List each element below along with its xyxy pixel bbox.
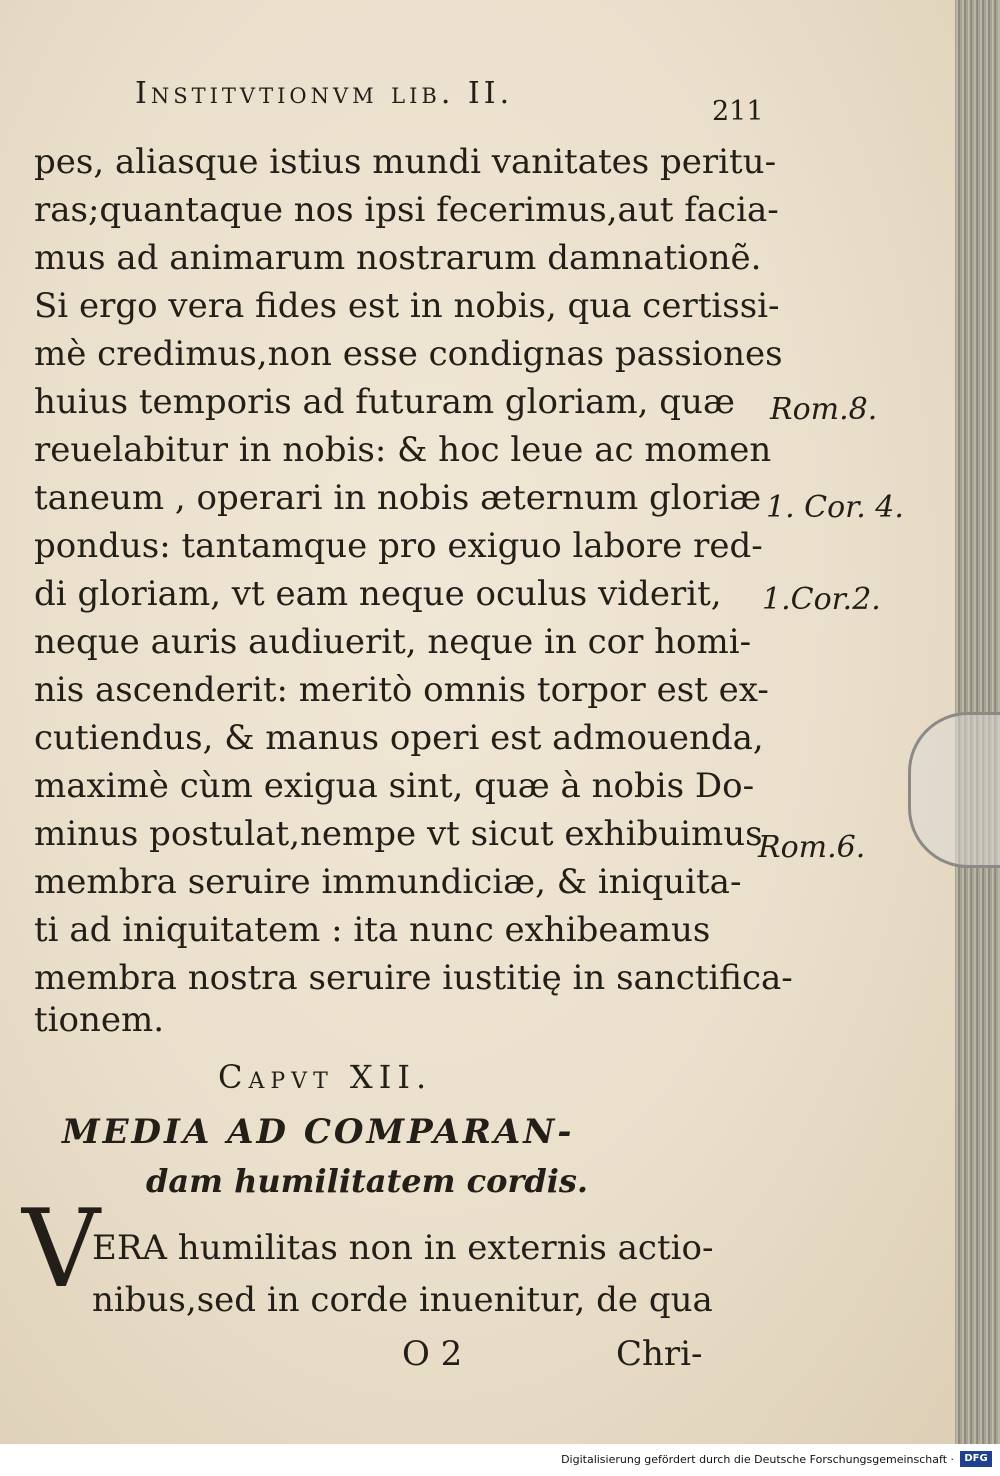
drop-cap: V: [22, 1187, 100, 1312]
running-head: Institvtionvm lib. II.: [135, 76, 514, 111]
signature-mark: O 2: [402, 1334, 463, 1374]
margin-note-rom-6: Rom.6.: [758, 830, 866, 865]
body-line: ti ad iniquitatem : ita nunc exhibeamus: [34, 910, 711, 950]
footer-bar: [0, 1444, 1000, 1476]
chapter-subheading-line2: dam humilitatem cordis.: [146, 1162, 588, 1200]
body-line: nis ascenderit: meritò omnis torpor est ex-: [34, 670, 769, 710]
dfg-logo-icon: DFG: [960, 1451, 992, 1467]
footer-credit: Digitalisierung gefördert durch die Deutsche Forschungsgemeinschaft ·: [561, 1453, 954, 1466]
chapter-subheading-line1: MEDIA AD COMPARAN-: [62, 1112, 575, 1152]
margin-note-1-cor-2: 1.Cor.2.: [762, 582, 881, 617]
body-line: [92, 1228, 713, 1268]
chapter-heading: Capvt XII.: [218, 1058, 433, 1096]
body-line: mus ad animarum nostrarum damnationẽ.: [34, 238, 762, 278]
page-clip: [908, 712, 1000, 868]
body-line: cutiendus, & manus operi est admouenda,: [34, 718, 764, 758]
margin-note-rom-8: Rom.8.: [770, 392, 878, 427]
body-line: maximè cùm exigua sint, quæ à nobis Do-: [34, 766, 755, 806]
body-line: di gloriam, vt eam neque oculus viderit,: [34, 574, 722, 614]
line-text: humilitas non in externis actio-: [166, 1228, 714, 1268]
catchword: Chri-: [616, 1334, 703, 1374]
initial-caps: ERA: [92, 1228, 167, 1268]
body-line: membra seruire immundiciæ, & iniquita-: [34, 862, 742, 902]
body-line: mè credimus,non esse condignas passiones: [34, 334, 783, 374]
body-line: pondus: tantamque pro exiguo labore red-: [34, 526, 763, 566]
page-number: 211: [712, 96, 764, 127]
body-line: ras;quantaque nos ipsi fecerimus,aut facia-: [34, 190, 779, 230]
body-line: reuelabitur in nobis: & hoc leue ac momen: [34, 430, 772, 470]
body-line: minus postulat,nempe vt sicut exhibuimus: [34, 814, 763, 854]
margin-note-1-cor-4: 1. Cor. 4.: [766, 490, 904, 525]
body-line: taneum , operari in nobis æternum gloriæ: [34, 478, 762, 518]
body-line: membra nostra seruire iustitię in sanctifica-: [34, 958, 793, 998]
body-line: tionem.: [34, 1000, 165, 1040]
body-line: neque auris audiuerit, neque in cor homi-: [34, 622, 752, 662]
body-line: pes, aliasque istius mundi vanitates peritu-: [34, 142, 777, 182]
body-line: huius temporis ad futuram gloriam, quæ: [34, 382, 735, 422]
body-line: nibus,sed in corde inuenitur, de qua: [92, 1280, 713, 1320]
body-line: Si ergo vera fides est in nobis, qua certissi-: [34, 286, 780, 326]
